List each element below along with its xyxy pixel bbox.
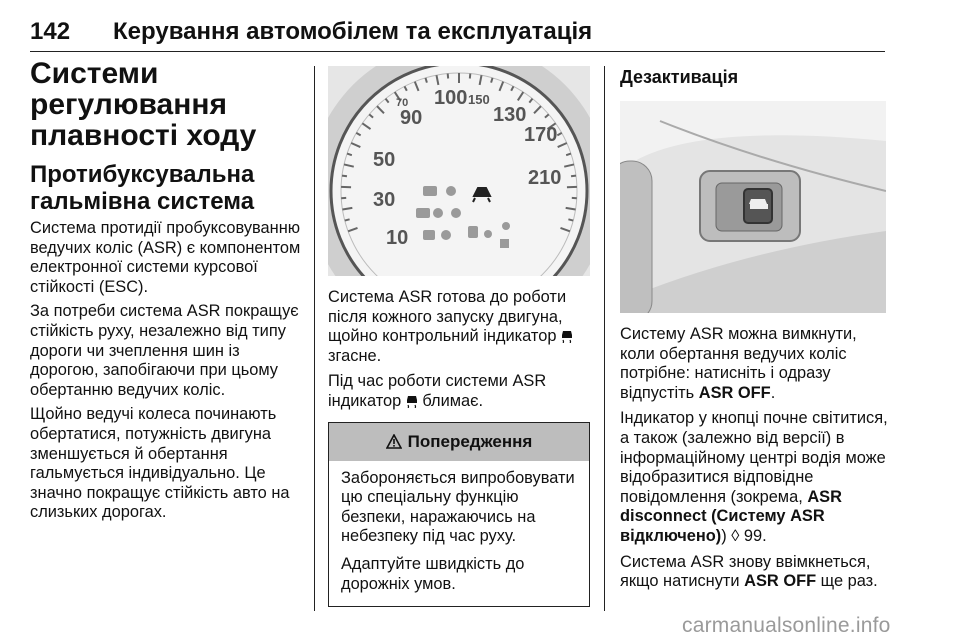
skid-indicator-icon [406,394,418,408]
warning-body [329,461,589,607]
chapter-title: Керування автомобілем та експлуатація [113,18,593,45]
subsection-title: Протибуксувальна гальмівна система [30,161,255,215]
page-number: 142 [30,18,71,45]
column-divider-1 [314,66,315,611]
paragraph: Щойно ведучі колеса починають обертатися, потужність двигуна зменшується й обертання гальмується індивідуально. Це значно покращує стійкість авто на слизьких дорогах. [30,405,290,522]
warning-title: Попередження [407,431,533,451]
asr-disconnect-message: ASR disconnect (Систему ASR відключено) [620,487,842,545]
watermark: carmanualsonline.info [682,614,891,637]
warning-triangle-icon [386,434,402,449]
column-divider-2 [604,66,605,611]
tick-label: 130 [493,104,527,126]
paragraph: Система ASR знову ввімкнеться, якщо натиснути ASR OFF ще раз. [620,552,878,591]
asr-off-button-illustration [620,101,886,313]
column-3 [620,66,888,592]
paragraph: Індикатор у кнопці почне світитися, а також (залежно від версії) в інформаційному центрі водія може відобразитися відповідне повідомлення (зокрема, ASR disconnect (Систему ASR відключено)) ◊ 99. [620,409,888,545]
skid-indicator-icon [561,329,573,343]
tick-mark [571,176,576,177]
tick-mark [345,219,350,220]
page-reference-icon: ◊ [731,526,740,545]
tick-label: 30 [373,189,396,211]
paragraph: Адаптуйте швидкість до дорожніх умов. [341,554,525,593]
tick-label: 90 [400,107,423,129]
tick-label: 50 [373,149,396,171]
warning-header [329,423,589,461]
paragraph: Забороняється випробовувати цю спеціальну функцію безпеки, наражаючись на небезпеку під час руху. [341,468,575,546]
speedometer-figure [328,66,590,276]
tick-label: 170 [524,124,558,146]
tick-mark [491,78,492,83]
paragraph: Система протидії пробуксовуванню ведучих коліс (ASR) є компонентом електронної системи курсової стійкості (ESC). [30,219,301,296]
column-2 [328,66,590,607]
asr-off-button-figure [620,101,886,313]
paragraph: Система ASR готова до роботи після кожного запуску двигуна, щойно контрольний індикатор згасне. [328,288,590,366]
tick-label: 150 [468,92,490,107]
tick-label: 70 [396,97,409,109]
warning-box [328,422,590,608]
column-1 [30,58,310,523]
asr-off-label: ASR OFF [698,383,771,402]
section-heading: Дезактивація [620,67,739,87]
tick-mark [342,176,347,177]
paragraph: За потреби система ASR покращує стійкість руху, незалежно від типу дороги чи зчеплення шин із дорогою, запобігаючи при цьому обертанню ведучих коліс. [30,302,299,399]
speedometer-illustration [328,66,590,276]
tick-mark [568,219,573,220]
asr-off-label: ASR OFF [744,572,817,591]
tick-label: 210 [528,167,562,189]
section-title: Системи регулювання плавності ходу [30,57,257,152]
paragraph: Систему ASR можна вимкнути, коли обертання ведучих коліс потрібне: натисніть і одразу відпустіть ASR OFF. [620,325,857,402]
tick-mark [425,78,426,83]
page-reference[interactable]: 99. [739,526,767,545]
tick-label: 100 [434,87,468,109]
page-header [30,8,885,52]
paragraph: Під час роботи системи ASR індикатор блимає. [328,372,547,410]
tick-label: 10 [386,227,409,249]
